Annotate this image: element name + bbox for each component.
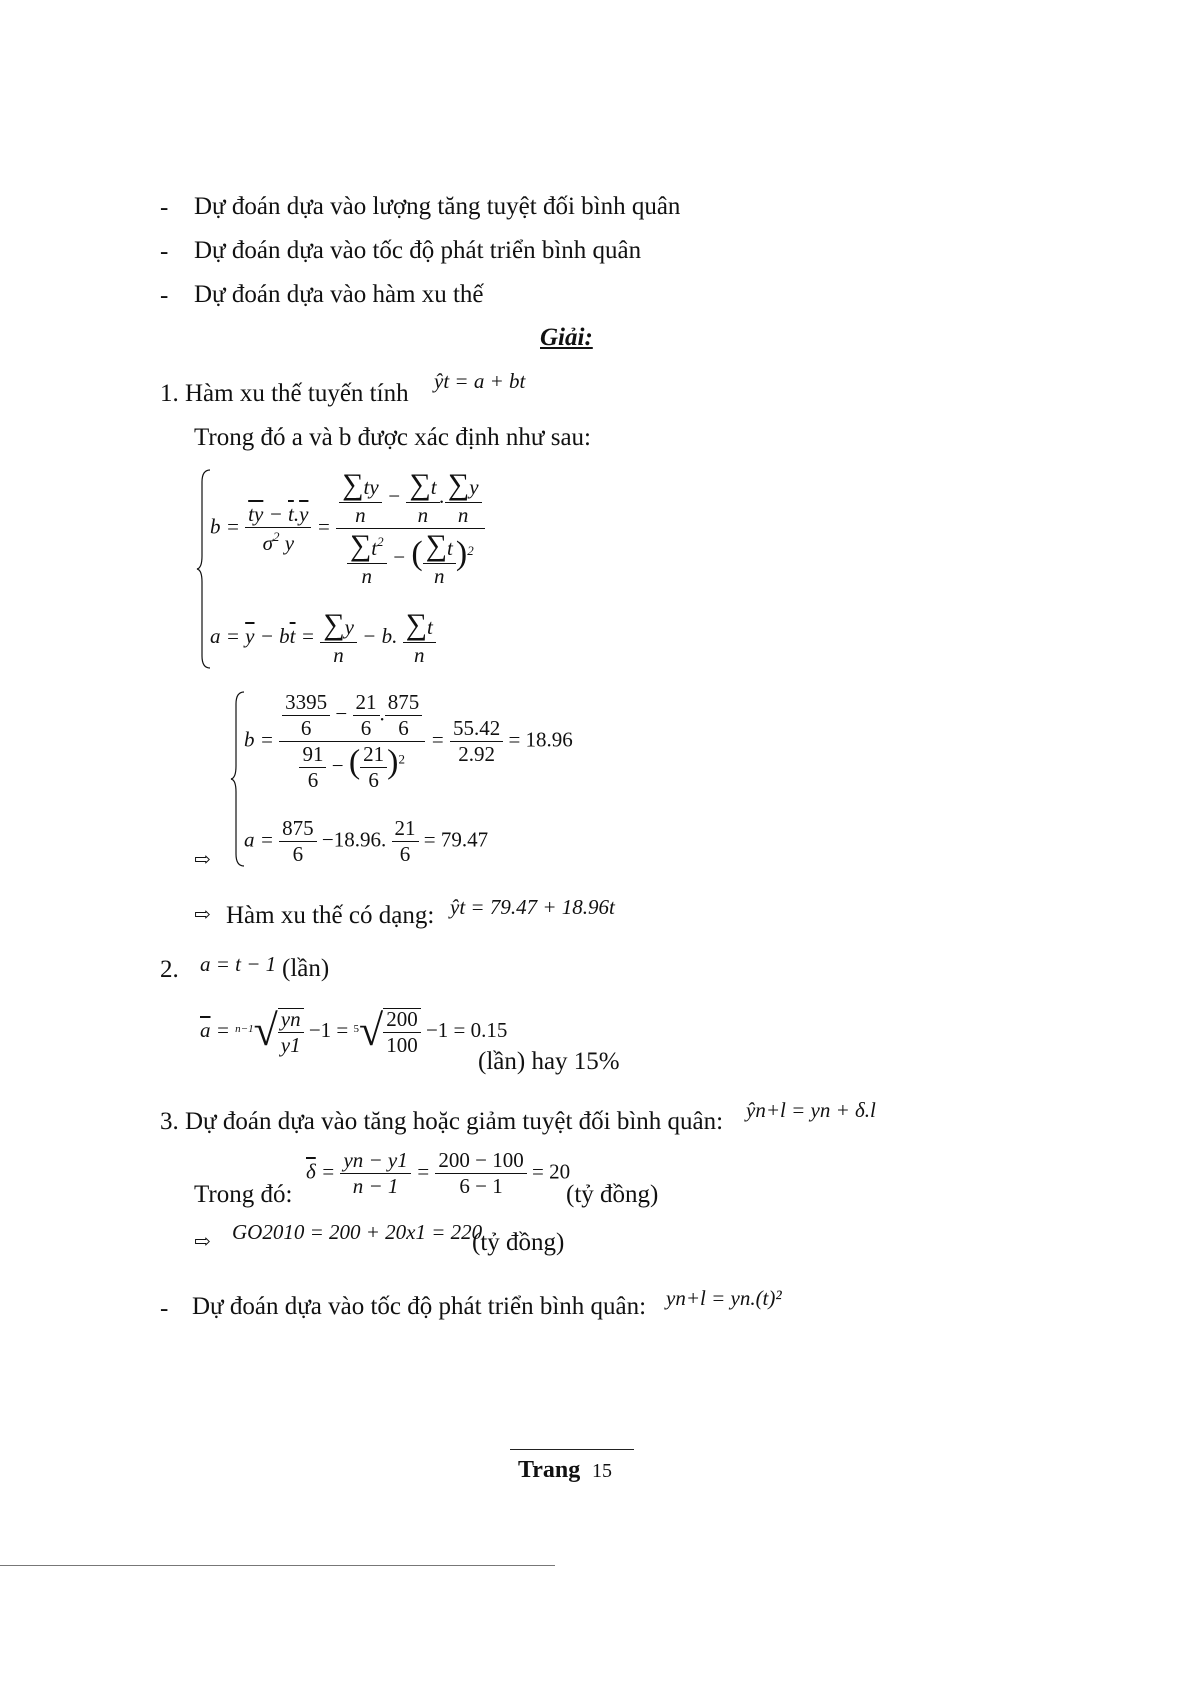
section1-label: 1. Hàm xu thế tuyến tính bbox=[160, 380, 409, 407]
section2-unit: (lần) bbox=[282, 955, 330, 982]
section3-where: Trong đó: bbox=[194, 1181, 293, 1208]
go-formula: GO2010 = 200 + 20x1 = 220 bbox=[232, 1220, 483, 1244]
delta-formula: $\overline{\delta}$ = $\frac{yn - y1}{n - 1}$ = $\frac{200 - 100}{6 - 1}$ = 20 bbox=[306, 1148, 571, 1198]
footer-page-number: 15 bbox=[592, 1460, 612, 1482]
go-unit: (tỷ đồng) bbox=[472, 1229, 565, 1256]
section2-label: 2. bbox=[160, 956, 179, 983]
section4-formula: yn+l = yn.(t)² bbox=[666, 1286, 782, 1310]
section1-conclusion: Hàm xu thế có dạng: bbox=[226, 902, 435, 929]
section2-formula: a = t − 1 bbox=[200, 952, 277, 976]
footer-page-label: Trang bbox=[518, 1457, 581, 1483]
a-numeric-formula: a = $\frac{875}{6}$ −18.96. $\frac{21}{6}$ = 79.47 bbox=[244, 816, 489, 866]
implies-arrow-icon: ⇨ bbox=[194, 904, 211, 926]
b-general-formula: b = $\frac{\overline{ty} - \overline{t}.\overline{y}}{\sigma^2 y}$ = $\frac{\sum ty}{n}$ − $\frac{\sum t}{n}$ . $\frac{\sum y}{n}$ $\frac{\sum t^2}{n}$ − ( $\frac{\sum t}{n}$ )$^2$ bbox=[210, 470, 485, 587]
section1-formula: ŷt = a + bt bbox=[434, 369, 526, 393]
intro-item-2: Dự đoán dựa vào tốc độ phát triển bình quân bbox=[194, 237, 642, 264]
section3-label: 3. Dự đoán dựa vào tăng hoặc giảm tuyệt đối bình quân: bbox=[160, 1108, 724, 1135]
implies-arrow-icon: ⇨ bbox=[194, 849, 211, 871]
bottom-rule bbox=[0, 1565, 555, 1566]
implies-arrow-icon: ⇨ bbox=[194, 1231, 211, 1253]
b-numeric-formula: b = $\frac{3395}{6}$ − $\frac{21}{6}$ . $\frac{875}{6}$ $\frac{91}{6}$ − ( $\frac{21}{6}$ )$^2$ = $\frac{55.42}{2.92}$ = 18.96 bbox=[244, 690, 573, 792]
list-bullet: - bbox=[160, 238, 169, 265]
list-bullet: - bbox=[160, 1295, 169, 1322]
solution-heading: Giải: bbox=[540, 324, 593, 351]
section2-calculation: $\overline{a} = ^{n-1}√$ $\frac{yn}{y1}$ −1 = $^5$√ $\frac{200}{100}$ −1 = 0.15 bbox=[200, 1005, 508, 1057]
section2-result: (lần) hay 15% bbox=[478, 1048, 620, 1075]
footer-divider bbox=[510, 1449, 634, 1450]
list-bullet: - bbox=[160, 282, 169, 309]
section1-conclusion-formula: ŷt = 79.47 + 18.96t bbox=[450, 895, 615, 919]
intro-item-3: Dự đoán dựa vào hàm xu thế bbox=[194, 281, 484, 308]
section1-where: Trong đó a và b được xác định như sau: bbox=[194, 424, 591, 451]
section4-label: Dự đoán dựa vào tốc độ phát triển bình quân: bbox=[192, 1293, 647, 1320]
a-general-formula: $a = \overline{y} - b\overline{t}$ = $\frac{\sum y}{n}$ − b. $\frac{\sum t}{n}$ bbox=[210, 610, 436, 666]
intro-item-1: Dự đoán dựa vào lượng tăng tuyệt đối bình quân bbox=[194, 193, 681, 220]
list-bullet: - bbox=[160, 194, 169, 221]
section3-unit: (tỷ đồng) bbox=[566, 1181, 659, 1208]
section3-formula: ŷn+l = yn + δ.l bbox=[746, 1098, 876, 1122]
